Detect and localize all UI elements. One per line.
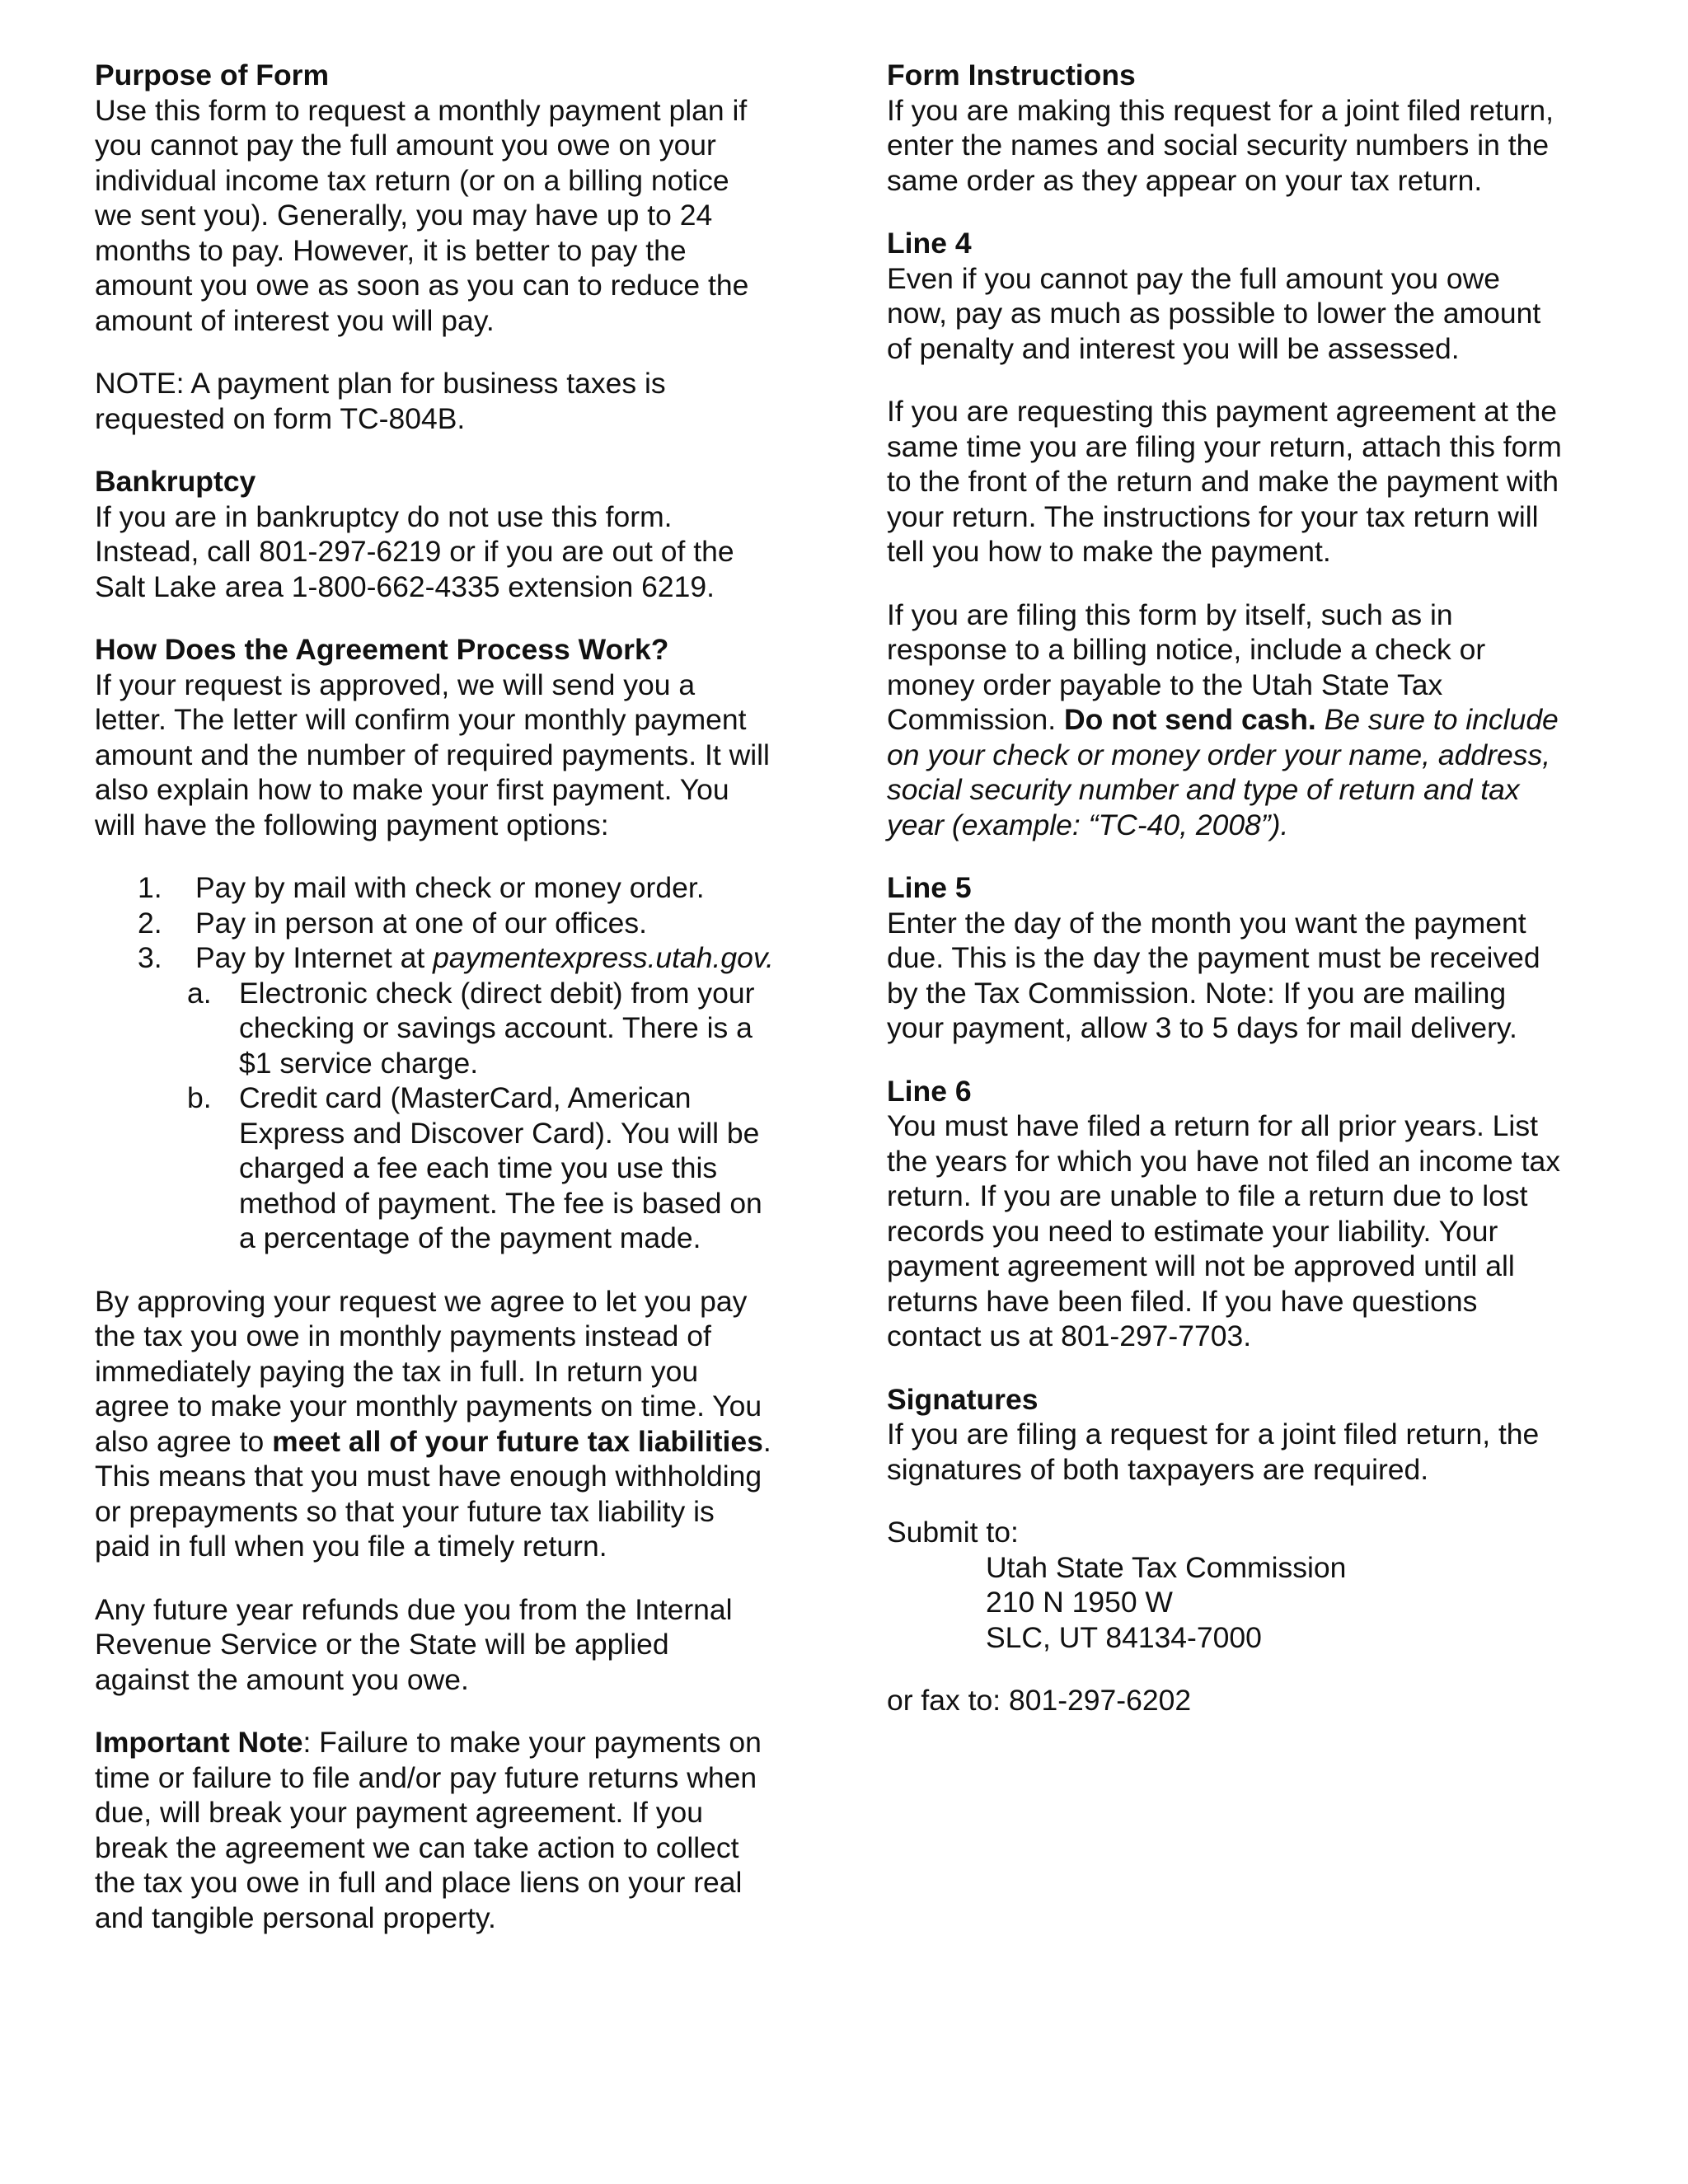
approving-line: paid in full when you file a timely return.	[95, 1530, 607, 1563]
important-note-label: Important Note	[95, 1726, 303, 1759]
signatures-line: If you are filing a request for a joint filed return, the	[887, 1418, 1540, 1451]
instructions-line: same order as they appear on your tax return.	[887, 163, 1483, 197]
submit-section	[887, 1515, 1612, 1655]
future-liabilities-emphasis: meet all of your future tax liabilities	[272, 1424, 763, 1458]
line4-section	[887, 226, 1612, 366]
bankruptcy-line: Salt Lake area 1-800-662-4335 extension 6219.	[95, 569, 715, 603]
process-line: will have the following payment options:	[95, 808, 609, 841]
line6-heading: Line 6	[887, 1074, 972, 1108]
process-line: letter. The letter will confirm your monthly payment	[95, 703, 747, 736]
purpose-line: amount of interest you will pay.	[95, 303, 495, 337]
line6-line: contact us at 801-297-7703.	[887, 1319, 1252, 1352]
list-number: 2.	[138, 906, 162, 940]
line4-by-itself-paragraph	[887, 598, 1612, 843]
line4-line: same time you are filing your return, attach this form	[887, 429, 1562, 463]
bankruptcy-line: If you are in bankruptcy do not use this form.	[95, 499, 673, 533]
refunds-paragraph	[95, 1592, 820, 1698]
include-info-text: Be sure to include	[1315, 703, 1559, 736]
line4-heading: Line 4	[887, 227, 972, 260]
left-column	[95, 58, 820, 1963]
line4-line: your return. The instructions for your tax return will	[887, 499, 1539, 533]
form-instructions-section	[887, 58, 1612, 198]
fax-number: or fax to: 801-297-6202	[887, 1684, 1192, 1717]
sub-item-line: $1 service charge.	[239, 1046, 479, 1080]
approving-line: agree to make your monthly payments on time. You	[95, 1390, 762, 1422]
sub-list-item	[95, 1080, 820, 1256]
purpose-line: amount you owe as soon as you can to reduce the	[95, 269, 749, 302]
approving-line: the tax you owe in monthly payments instead of	[95, 1319, 711, 1352]
line4-line: response to a billing notice, include a check or	[887, 633, 1486, 666]
list-number: 3.	[138, 941, 162, 974]
line5-heading: Line 5	[887, 871, 972, 904]
signatures-section	[887, 1382, 1612, 1488]
line4-italic-line: year (example: “TC-40, 2008”).	[887, 808, 1289, 841]
list-number: 1.	[138, 871, 162, 904]
sub-list-letter: b.	[187, 1081, 212, 1114]
note-line: NOTE: A payment plan for business taxes is	[95, 367, 666, 400]
bankruptcy-section	[95, 464, 820, 604]
sub-item-line: checking or savings account. There is a	[239, 1011, 753, 1044]
line4-line	[887, 702, 1612, 738]
sub-item-line: method of payment. The fee is based on	[239, 1186, 762, 1220]
line6-line: You must have filed a return for all prior years. List	[887, 1109, 1538, 1142]
mailing-address-line: 210 N 1950 W	[986, 1586, 1173, 1619]
payment-website-text: paymentexpress.utah.gov.	[433, 941, 774, 974]
purpose-heading: Purpose of Form	[95, 59, 330, 91]
sub-list-item	[95, 976, 820, 1081]
payment-options-list	[95, 870, 820, 1256]
line6-line: payment agreement will not be approved until all	[887, 1249, 1515, 1282]
list-item	[95, 870, 820, 906]
line4-line: now, pay as much as possible to lower the amount	[887, 297, 1541, 330]
instructions-line: If you are making this request for a joint filed return,	[887, 93, 1554, 127]
line4-line: Even if you cannot pay the full amount you owe	[887, 261, 1500, 295]
process-line: amount and the number of required payments. It will	[95, 738, 770, 771]
instructions-line: enter the names and social security numbers in the	[887, 129, 1550, 162]
line5-section	[887, 870, 1612, 1046]
mailing-address-line: Utah State Tax Commission	[986, 1550, 1347, 1584]
right-column	[887, 58, 1612, 1746]
line4-line: tell you how to make the payment.	[887, 535, 1331, 568]
important-line: break the agreement we can take action to collect	[95, 1830, 739, 1864]
line4-line: If you are requesting this payment agreement at the	[887, 395, 1558, 428]
approving-line: or prepayments so that your future tax liability is	[95, 1494, 715, 1528]
approving-suffix: .	[762, 1424, 771, 1458]
line6-section	[887, 1074, 1612, 1354]
sub-item-line: Credit card (MasterCard, American	[239, 1081, 692, 1114]
line4-attach-paragraph	[887, 394, 1612, 569]
line5-line: due. This is the day the payment must be received	[887, 941, 1540, 974]
refunds-line: Revenue Service or the State will be applied	[95, 1628, 669, 1661]
approving-line: This means that you must have enough withholding	[95, 1460, 762, 1493]
line4-italic-line: social security number and type of return and tax	[887, 773, 1520, 806]
purpose-line: you cannot pay the full amount you owe on your	[95, 129, 716, 162]
list-item-text: Pay in person at one of our offices.	[195, 906, 647, 940]
important-line: time or failure to file and/or pay future returns when	[95, 1760, 757, 1794]
purpose-line: Use this form to request a monthly payment plan if	[95, 93, 748, 127]
line5-line: by the Tax Commission. Note: If you are mailing	[887, 976, 1507, 1010]
approving-line: By approving your request we agree to let you pay	[95, 1284, 748, 1318]
purpose-line: individual income tax return (or on a billing notice	[95, 163, 729, 197]
sub-item-line: charged a fee each time you use this	[239, 1151, 718, 1184]
line6-line: return. If you are unable to file a return due to lost	[887, 1179, 1528, 1212]
sub-item-line: a percentage of the payment made.	[239, 1221, 701, 1254]
important-line	[95, 1725, 820, 1760]
sub-item-line: Electronic check (direct debit) from your	[239, 976, 755, 1010]
purpose-line: months to pay. However, it is better to pay the	[95, 233, 687, 267]
no-cash-warning: Do not send cash.	[1064, 703, 1316, 736]
mailing-address-line: SLC, UT 84134-7000	[986, 1620, 1262, 1654]
line6-line: returns have been filed. If you have questions	[887, 1284, 1478, 1318]
line4-line: money order payable to the Utah State Tax	[887, 668, 1443, 701]
line4-italic-line: on your check or money order your name, address,	[887, 738, 1551, 771]
submit-label: Submit to:	[887, 1516, 1019, 1549]
line6-line: the years for which you have not filed an income tax	[887, 1144, 1560, 1178]
refunds-line: Any future year refunds due you from the Internal	[95, 1592, 733, 1626]
line6-line: records you need to estimate your liability. Your	[887, 1214, 1498, 1248]
important-line: and tangible personal property.	[95, 1900, 496, 1934]
approving-line: immediately paying the tax in full. In return you	[95, 1354, 699, 1388]
line4-line: If you are filing this form by itself, such as in	[887, 598, 1453, 631]
important-line: the tax you owe in full and place liens on your real	[95, 1866, 743, 1899]
fax-paragraph	[887, 1683, 1612, 1718]
note-paragraph	[95, 366, 820, 436]
approving-line	[95, 1424, 820, 1460]
line5-line: your payment, allow 3 to 5 days for mail delivery.	[887, 1011, 1517, 1044]
signatures-heading: Signatures	[887, 1382, 1039, 1416]
bankruptcy-heading: Bankruptcy	[95, 465, 256, 498]
list-item-text: Pay by Internet at	[195, 941, 434, 974]
form-instructions-heading: Form Instructions	[887, 59, 1136, 91]
approving-paragraph	[95, 1284, 820, 1564]
line4-line: of penalty and interest you will be assessed.	[887, 331, 1460, 365]
list-item-text: Pay by mail with check or money order.	[195, 871, 705, 904]
line4-line: to the front of the return and make the payment with	[887, 465, 1559, 498]
signatures-line: signatures of both taxpayers are required.	[887, 1452, 1429, 1486]
process-line: If your request is approved, we will send you a	[95, 668, 696, 701]
sub-list-letter: a.	[187, 976, 212, 1010]
important-first-text: : Failure to make your payments on	[302, 1726, 762, 1759]
refunds-line: against the amount you owe.	[95, 1662, 469, 1696]
process-line: also explain how to make your first payment. You	[95, 773, 729, 806]
process-section	[95, 632, 820, 842]
line5-line: Enter the day of the month you want the payment	[887, 906, 1526, 940]
list-item	[95, 906, 820, 941]
important-note-paragraph	[95, 1725, 820, 1935]
purpose-line: we sent you). Generally, you may have up to 24	[95, 199, 713, 232]
purpose-section	[95, 58, 820, 338]
commission-text: Commission.	[887, 703, 1065, 736]
process-heading: How Does the Agreement Process Work?	[95, 633, 669, 666]
important-line: due, will break your payment agreement. If you	[95, 1796, 703, 1829]
note-line: requested on form TC-804B.	[95, 401, 466, 435]
bankruptcy-line: Instead, call 801-297-6219 or if you are out of the	[95, 535, 734, 568]
list-item	[95, 940, 820, 976]
sub-item-line: Express and Discover Card). You will be	[239, 1116, 760, 1150]
approving-prefix: also agree to	[95, 1424, 273, 1458]
